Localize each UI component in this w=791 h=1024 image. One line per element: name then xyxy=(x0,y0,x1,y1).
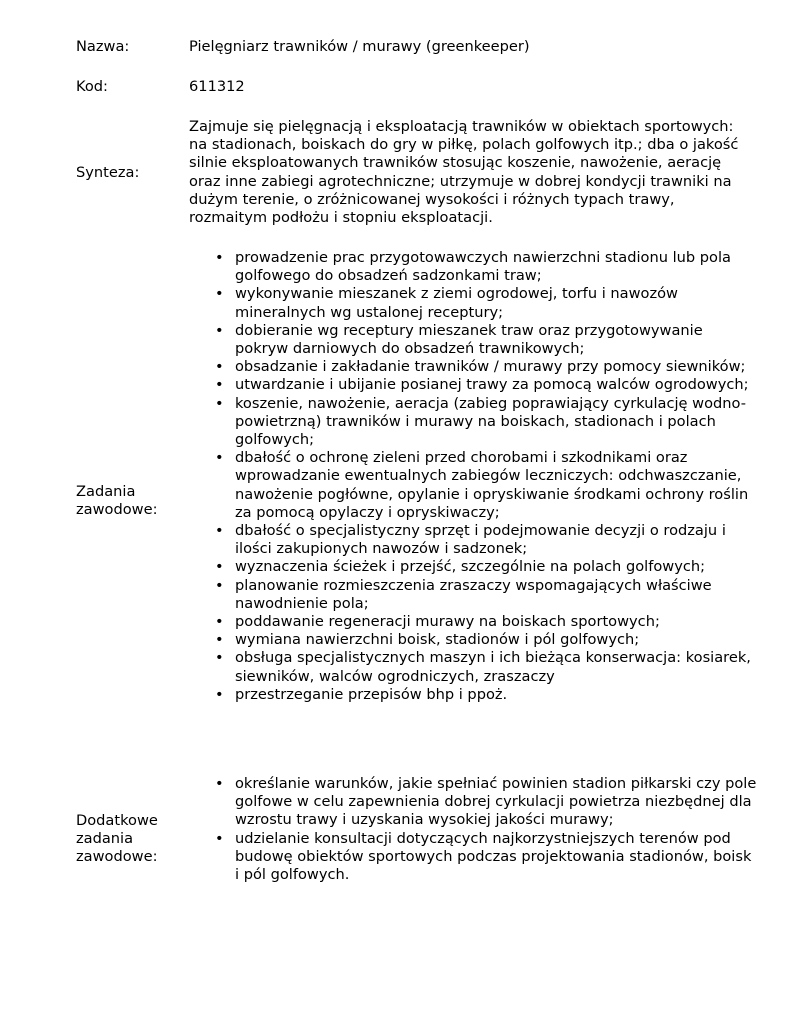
dodatkowe-label-line2: zadania xyxy=(76,830,134,848)
dodatkowe-label-line3: zawodowe: xyxy=(76,848,158,866)
synteza-label: Synteza: xyxy=(76,164,140,181)
nazwa-label: Nazwa: xyxy=(76,38,130,55)
zadania-label-line1: Zadania xyxy=(76,483,136,500)
list-item: • obsadzanie i zakładanie trawników / murawy przy pomocy siewników; xyxy=(189,358,759,376)
nazwa-value: Pielęgniarz trawników / murawy (greenkeeper) xyxy=(189,38,530,55)
list-item: • dbałość o ochronę zieleni przed chorobami i szkodnikami oraz wprowadzanie ewentualnych zabiegów leczniczych: odchwaszczanie, nawożenie pogłówne, opylanie i opryskiwanie środkami ochrony roślin za pomocą opylaczy i opryskiwaczy; xyxy=(189,449,759,522)
kod-value: 611312 xyxy=(189,78,245,95)
list-item: • przestrzeganie przepisów bhp i ppoż. xyxy=(189,686,759,704)
zadania-label xyxy=(76,483,184,519)
list-item: • wymiana nawierzchni boisk, stadionów i pól golfowych; xyxy=(189,631,759,649)
dodatkowe-label-line1: Dodatkowe xyxy=(76,812,158,829)
zadania-list xyxy=(189,249,759,704)
list-item: • dobieranie wg receptury mieszanek traw oraz przygotowywanie pokryw darniowych do obsadzeń trawnikowych; xyxy=(189,322,759,358)
list-item: • wyznaczenia ścieżek i przejść, szczególnie na polach golfowych; xyxy=(189,558,759,576)
list-item: • obsługa specjalistycznych maszyn i ich bieżąca konserwacja: kosiarek, siewników, walców ogrodniczych, zraszaczy xyxy=(189,649,759,685)
dodatkowe-label xyxy=(76,812,184,867)
list-item: • planowanie rozmieszczenia zraszaczy wspomagających właściwe nawodnienie pola; xyxy=(189,577,759,613)
list-item: • koszenie, nawożenie, aeracja (zabieg poprawiający cyrkulację wodno-powietrzną) trawników i murawy na boiskach, stadionach i polach golfowych; xyxy=(189,395,759,450)
list-item: • wykonywanie mieszanek z ziemi ogrodowej, torfu i nawozów mineralnych wg ustalonej receptury; xyxy=(189,285,759,321)
list-item: • dbałość o specjalistyczny sprzęt i podejmowanie decyzji o rodzaju i ilości zakupionych nawozów i sadzonek; xyxy=(189,522,759,558)
dodatkowe-list xyxy=(189,775,759,884)
list-item: • udzielanie konsultacji dotyczących najkorzystniejszych terenów pod budowę obiektów sportowych podczas projektowania stadionów, boisk i pól golfowych. xyxy=(189,830,759,885)
synteza-value: Zajmuje się pielęgnacją i eksploatacją trawników w obiektach sportowych: na stadionach, boiskach do gry w piłkę, polach golfowych itp.; dba o jakość silnie eksploatowanych trawników stosując koszenie, nawożenie, aerację oraz inne zabiegi agrotechniczne; utrzymuje w dobrej kondycji trawniki na dużym terenie, o zróżnicowanej wysokości i różnych typach trawy, rozmaitym podłożu i stopniu eksploatacji. xyxy=(189,118,739,227)
list-item: • utwardzanie i ubijanie posianej trawy za pomocą walców ogrodowych; xyxy=(189,376,759,394)
list-item: • określanie warunków, jakie spełniać powinien stadion piłkarski czy pole golfowe w celu zapewnienia dobrej cyrkulacji powietrza niezbędnej dla wzrostu trawy i uzyskania wysokiej jakości murawy; xyxy=(189,775,759,830)
zadania-label-line2: zawodowe: xyxy=(76,501,158,519)
kod-label: Kod: xyxy=(76,78,108,95)
list-item: • poddawanie regeneracji murawy na boiskach sportowych; xyxy=(189,613,759,631)
list-item: • prowadzenie prac przygotowawczych nawierzchni stadionu lub pola golfowego do obsadzeń sadzonkami traw; xyxy=(189,249,759,285)
